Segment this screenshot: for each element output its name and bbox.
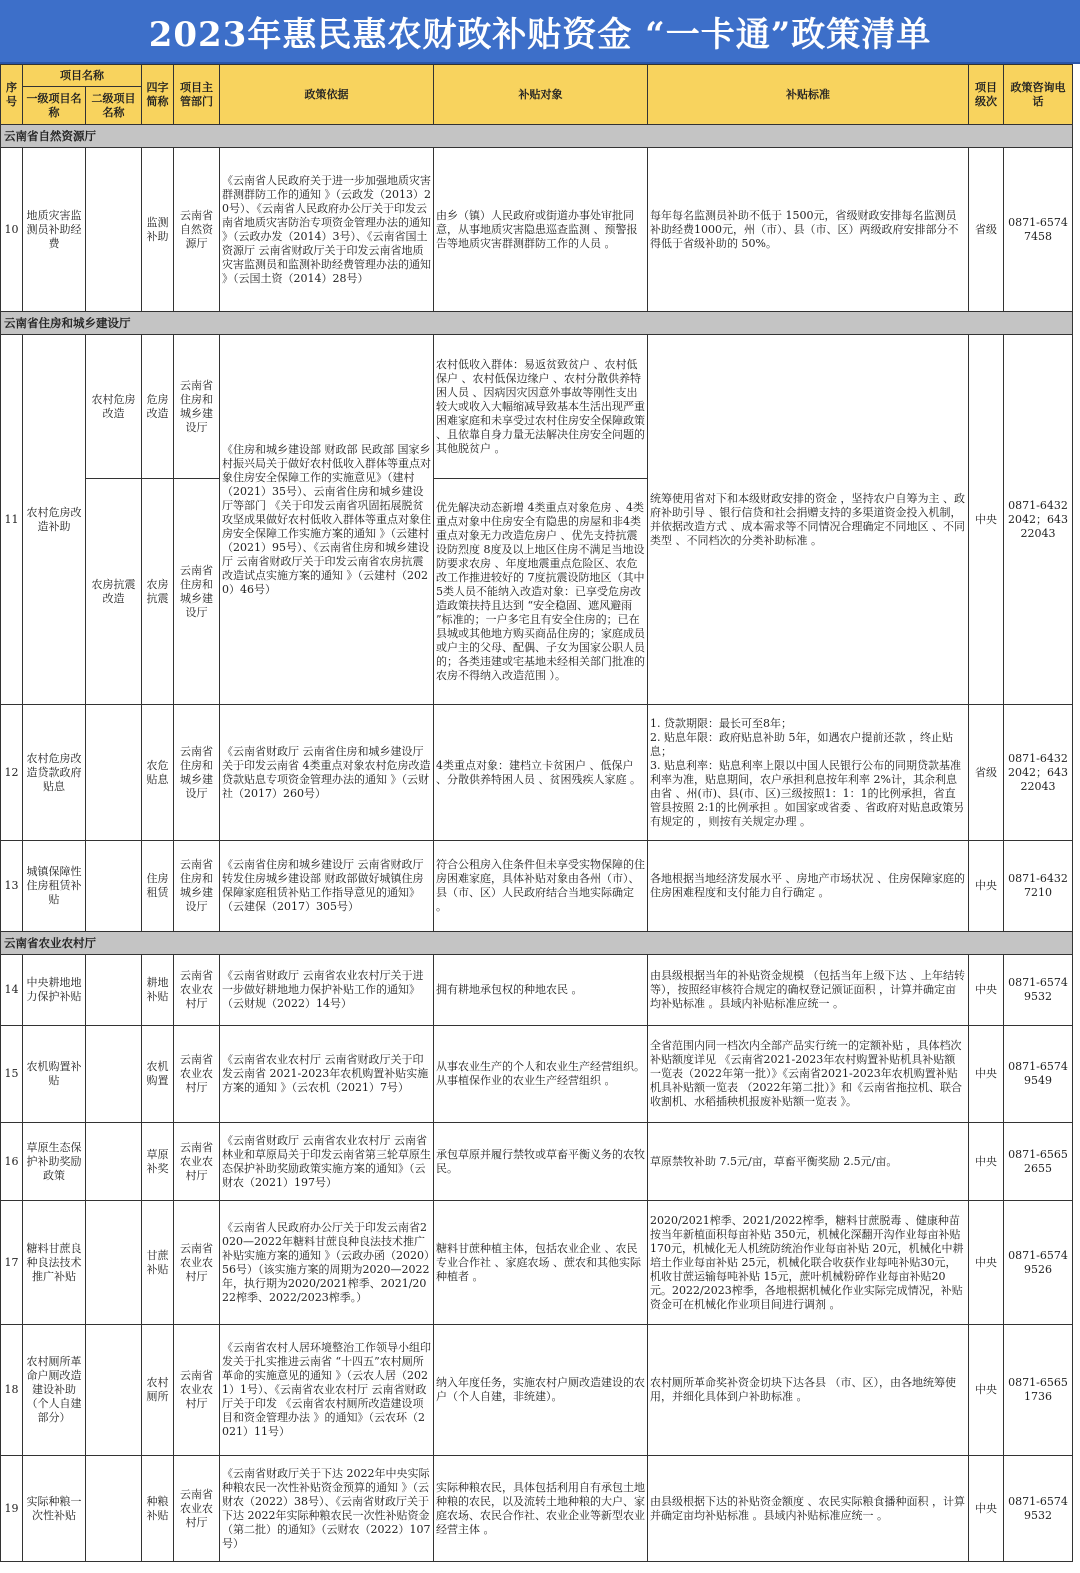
level2-name <box>86 1201 142 1325</box>
department: 云南省自然资源厅 <box>174 148 220 312</box>
department: 云南省农业农村厅 <box>174 1123 220 1201</box>
abbreviation: 农村厕所 <box>142 1325 174 1456</box>
subsidy-standard <box>648 705 969 841</box>
subsidy-target: 由乡（镇）人民政府或街道办事处审批同意，从事地质灾害隐患巡查监测 、预警报告等地质灾害群测群防工作的人员 。 <box>434 148 648 312</box>
consult-phone: 0871-65749532 <box>1004 955 1073 1026</box>
section-row <box>1 932 1073 955</box>
header-level2: 二级项目名称 <box>86 87 142 125</box>
table-row <box>1 1123 1073 1201</box>
policy-basis: 《云南省财政厅关于下达 2022年中央实际种粮农民一次性补贴资金预算的通知 》（云财农（2022）38号）、《云南省财政厅关于下达 2022年实际种粮农民一次性补贴资金（第二批）的通知》（云财农（2022）107号） <box>220 1456 434 1562</box>
row-number: 15 <box>1 1026 23 1123</box>
row-number: 17 <box>1 1201 23 1325</box>
subsidy-target: 拥有耕地承包权的种地农民 。 <box>434 955 648 1026</box>
level1-name: 农村厕所革命户厕改造建设补助（个人自建部分） <box>23 1325 86 1456</box>
section-row <box>1 125 1073 148</box>
header-level: 项目级次 <box>969 65 1004 125</box>
level1-name: 城镇保障性住房租赁补贴 <box>23 841 86 932</box>
row-number: 19 <box>1 1456 23 1562</box>
table-header <box>1 65 1073 125</box>
level2-name <box>86 705 142 841</box>
level2-name <box>86 841 142 932</box>
abbreviation: 甘蔗补贴 <box>142 1201 174 1325</box>
consult-phone: 0871-64327210 <box>1004 841 1073 932</box>
level2-name <box>86 955 142 1026</box>
policy-basis: 《云南省财政厅 云南省农业农村厅关于进一步做好耕地地力保护补贴工作的通知》（云财规（2022）14号） <box>220 955 434 1026</box>
project-level: 中央 <box>969 955 1004 1026</box>
policy-basis: 《云南省财政厅 云南省住房和城乡建设厅关于印发云南省 4类重点对象农村危房改造贷款贴息专项资金管理办法的通知 》（云财社（2017）260号） <box>220 705 434 841</box>
table-row <box>1 335 1073 479</box>
project-level: 中央 <box>969 335 1004 705</box>
subsidy-standard: 草原禁牧补助 7.5元/亩，草畜平衡奖励 2.5元/亩。 <box>648 1123 969 1201</box>
abbreviation: 耕地补贴 <box>142 955 174 1026</box>
project-level: 中央 <box>969 1325 1004 1456</box>
abbreviation: 种粮补贴 <box>142 1456 174 1562</box>
subsidy-standard: 各地根据当地经济发展水平 、房地产市场状况 、住房保障家庭的住房困难程度和支付能力自行确定 。 <box>648 841 969 932</box>
project-level: 中央 <box>969 1201 1004 1325</box>
level1-name: 农村危房改造补助 <box>23 335 86 705</box>
consult-phone: 0871-65747458 <box>1004 148 1073 312</box>
subsidy-standard: 统筹使用省对下和本级财政安排的资金 ，坚持农户自筹为主 、政府补助引导 、银行信贷和社会捐赠支持的多渠道资金投入机制，并依据改造方式 、成本需求等不同情况合理确定不同地区 、不同类型 、不同档次的分类补助标准 。 <box>648 335 969 705</box>
level1-name: 中央耕地地力保护补贴 <box>23 955 86 1026</box>
policy-basis: 《云南省农村人居环境整治工作领导小组印发关于扎实推进云南省 “十四五”农村厕所革命的实施意见的通知 》（云农人居（2021）1号）、《云南省农业农村厅 云南省财政厅关于印发 《云南省农村厕所改造建设项目和资金管理办法 》的通知》（云农环（2021）11号） <box>220 1325 434 1456</box>
consult-phone: 0871-65652655 <box>1004 1123 1073 1201</box>
subsidy-target: 承包草原并履行禁牧或草畜平衡义务的农牧民。 <box>434 1123 648 1201</box>
abbreviation: 农房抗震 <box>142 479 174 705</box>
subsidy-target: 4类重点对象：建档立卡贫困户 、低保户 、分散供养特困人员 、贫困残疾人家庭 。 <box>434 705 648 841</box>
level2-name <box>86 1026 142 1123</box>
subsidy-standard: 全省范围内同一档次内全部产品实行统一的定额补贴 ，具体档次补贴额度详见 《云南省2021-2023年农村购置补贴机具补贴额一览表（2022年第一批）》《云南省2021-2023年农机购置补贴机具补贴额一览表 （2022年第二批）》和《云南省拖拉机、联合收割机、水稻插秧机报废补贴额一览表 》。 <box>648 1026 969 1123</box>
department: 云南省农业农村厅 <box>174 1026 220 1123</box>
table-row <box>1 1026 1073 1123</box>
table-row <box>1 1201 1073 1325</box>
abbreviation: 草原补奖 <box>142 1123 174 1201</box>
standard-line: 3. 贴息利率：贴息利率上限以中国人民银行公布的同期贷款基准利率为准，贴息期间，农户承担利息按年利率 2%计，其余利息由省 、州(市)、县(市、区)三级按照1：1：1的比例承担，省直管县按照 2:1的比例承担 。如国家或省委 、省政府对贴息政策另有规定的 ，则按有关规定办理 。 <box>650 758 965 828</box>
subsidy-target: 优先解决动态新增 4类重点对象危房 、4类重点对象中住房安全有隐患的房屋和非4类重点对象无力改造危房户 、优先支持抗震设防烈度 8度及以上地区住房不满足当地设防要求农房 、年度地震重点危险区、农危改工作推进较好的 7度抗震设防地区（其中5类人员不能纳入改造对象：已享受危房改造政策扶持且达到 “安全稳固、遮风避雨 ”标准的；一户多宅且有安全住房的；已在县城或其他地方购买商品住房的；家庭成员或户主的父母、配偶、子女为国家公职人员的；各类违建或宅基地未经相关部门批准的农房不得纳入改造范围 ）。 <box>434 479 648 705</box>
row-number: 12 <box>1 705 23 841</box>
policy-basis: 《云南省农业农村厅 云南省财政厅关于印发云南省 2021-2023年农机购置补贴实施方案的通知 》（云农机（2021）7号） <box>220 1026 434 1123</box>
section-title: 云南省自然资源厅 <box>1 125 1073 148</box>
abbreviation: 农机购置 <box>142 1026 174 1123</box>
subsidy-standard: 2020/2021榨季、2021/2022榨季，糖料甘蔗脱毒 、健康种苗按当年新植面积每亩补贴 350元，机械化深翻开沟作业每亩补贴170元，机械化无人机统防统治作业每亩补贴 20元，机械化中耕培土作业每亩补贴 25元，机械化联合收获作业每吨补贴30元，机收甘蔗运输每吨补贴 15元，蔗叶机械粉碎作业每亩补贴20元。2022/2023榨季，各地根据机械化作业实际完成情况，补贴资金可在机械化作业项目间进行调剂 。 <box>648 1201 969 1325</box>
table-row <box>1 955 1073 1026</box>
subsidy-target: 符合公租房入住条件但未享受实物保障的住房困难家庭，具体补贴对象由各州（市）、县（市、区）人民政府结合当地实际确定 。 <box>434 841 648 932</box>
header-no: 序号 <box>1 65 23 125</box>
standard-line: 1. 贷款期限：最长可至8年； <box>650 716 792 730</box>
consult-phone: 0871-65651736 <box>1004 1325 1073 1456</box>
level1-name: 农村危房改造贷款政府贴息 <box>23 705 86 841</box>
policy-basis: 《住房和城乡建设部 财政部 民政部 国家乡村振兴局关于做好农村低收入群体等重点对象住房安全保障工作的实施意见》（建村（2021）35号）、云南省住房和城乡建设厅等部门 《关于印发云南省巩固拓展脱贫攻坚成果做好农村低收入群体等重点对象住房安全保障工作实施方案的通知 》（云建村（2021）95号）、《云南省住房和城乡建设厅 云南省财政厅关于印发云南省农房抗震改造试点实施方案的通知 》（云建村（2020）46号） <box>220 335 434 705</box>
header-target: 补贴对象 <box>434 65 648 125</box>
page-title: 2023年惠民惠农财政补贴资金 “一卡通”政策清单 <box>0 0 1080 64</box>
header-phone: 政策咨询电话 <box>1004 65 1073 125</box>
level1-name: 地质灾害监测员补助经费 <box>23 148 86 312</box>
level2-name <box>86 1325 142 1456</box>
subsidy-standard: 由县级根据下达的补贴资金额度 、农民实际粮食播种面积 ，计算并确定亩均补贴标准 。县域内补贴标准应统一 。 <box>648 1456 969 1562</box>
subsidy-target: 糖料甘蔗种植主体，包括农业企业 、农民专业合作社 、家庭农场 、蔗农和其他实际种植者 。 <box>434 1201 648 1325</box>
subsidy-standard: 由县级根据当年的补贴资金规模 （包括当年上级下达 、上年结转等），按照经审核符合规定的确权登记颁证面积 ，计算并确定亩均补贴标准 。县域内补贴标准应统一 。 <box>648 955 969 1026</box>
row-number: 14 <box>1 955 23 1026</box>
consult-phone: 0871-65749549 <box>1004 1026 1073 1123</box>
department: 云南省农业农村厅 <box>174 955 220 1026</box>
project-level: 中央 <box>969 841 1004 932</box>
department: 云南省农业农村厅 <box>174 1456 220 1562</box>
department: 云南省住房和城乡建设厅 <box>174 705 220 841</box>
subsidy-target: 农村低收入群体：易返贫致贫户 、农村低保户 、农村低保边缘户 、农村分散供养特困人员 、因病因灾因意外事故等刚性支出较大或收入大幅缩减导致基本生活出现严重困难家庭和未享受过农村住房安全保障政策 、且依靠自身力量无法解决住房安全问题的其他脱贫户 。 <box>434 335 648 479</box>
header-dept: 项目主管部门 <box>174 65 220 125</box>
policy-table <box>0 64 1073 1562</box>
abbreviation: 农危贴息 <box>142 705 174 841</box>
consult-phone: 0871-65749526 <box>1004 1201 1073 1325</box>
department: 云南省住房和城乡建设厅 <box>174 335 220 479</box>
header-standard: 补贴标准 <box>648 65 969 125</box>
subsidy-standard: 每年每名监测员补助不低于 1500元，省级财政安排每名监测员补助经费1000元，州（市）、县（市、区）两级政府安排部分不得低于省级补助的 50%。 <box>648 148 969 312</box>
standard-line: 2. 贴息年限：政府贴息补助 5年，如遇农户提前还款 ，终止贴息； <box>650 730 953 758</box>
header-abbr: 四字简称 <box>142 65 174 125</box>
level2-name <box>86 148 142 312</box>
table-row <box>1 1456 1073 1562</box>
project-level: 省级 <box>969 148 1004 312</box>
section-title: 云南省住房和城乡建设厅 <box>1 312 1073 335</box>
row-number: 10 <box>1 148 23 312</box>
level1-name: 农机购置补贴 <box>23 1026 86 1123</box>
department: 云南省农业农村厅 <box>174 1325 220 1456</box>
department: 云南省住房和城乡建设厅 <box>174 841 220 932</box>
project-level: 中央 <box>969 1456 1004 1562</box>
policy-basis: 《云南省人民政府办公厅关于印发云南省2020—2022年糖料甘蔗良种良法技术推广补贴实施方案的通知 》（云政办函（2020）56号）（该实施方案的周期为2020—2022年，执行期为2020/2021榨季、2021/2022榨季、2022/2023榨季。） <box>220 1201 434 1325</box>
header-basis: 政策依据 <box>220 65 434 125</box>
level2-name <box>86 1123 142 1201</box>
level2-name: 农房抗震改造 <box>86 479 142 705</box>
policy-basis: 《云南省财政厅 云南省农业农村厅 云南省林业和草原局关于印发云南省第三轮草原生态保护补助奖励政策实施方案的通知》（云财农（2021）197号） <box>220 1123 434 1201</box>
table-row <box>1 705 1073 841</box>
section-row <box>1 312 1073 335</box>
abbreviation: 危房改造 <box>142 335 174 479</box>
policy-basis: 《云南省住房和城乡建设厅 云南省财政厅转发住房城乡建设部 财政部做好城镇住房保障家庭租赁补贴工作指导意见的通知》（云建保（2017）305号） <box>220 841 434 932</box>
row-number: 13 <box>1 841 23 932</box>
level2-name: 农村危房改造 <box>86 335 142 479</box>
section-title: 云南省农业农村厅 <box>1 932 1073 955</box>
table-row <box>1 841 1073 932</box>
table-body <box>1 125 1073 1562</box>
row-number: 16 <box>1 1123 23 1201</box>
project-level: 省级 <box>969 705 1004 841</box>
row-number: 11 <box>1 335 23 705</box>
level1-name: 糖料甘蔗良种良法技术推广补贴 <box>23 1201 86 1325</box>
department: 云南省住房和城乡建设厅 <box>174 479 220 705</box>
table-row <box>1 148 1073 312</box>
table-row <box>1 1325 1073 1456</box>
project-level: 中央 <box>969 1123 1004 1201</box>
abbreviation: 监测补助 <box>142 148 174 312</box>
subsidy-standard: 农村厕所革命奖补资金切块下达各县 （市、区），由各地统筹使用，并细化具体到户补助标准 。 <box>648 1325 969 1456</box>
subsidy-target: 从事农业生产的个人和农业生产经营组织。从事植保作业的农业生产经营组织 。 <box>434 1026 648 1123</box>
subsidy-target: 实际种粮农民，具体包括利用自有承包土地种粮的农民，以及流转土地种粮的大户、家庭农场、农民合作社、农业企业等新型农业经营主体 。 <box>434 1456 648 1562</box>
level1-name: 实际种粮一次性补贴 <box>23 1456 86 1562</box>
level1-name: 草原生态保护补助奖励政策 <box>23 1123 86 1201</box>
header-project-name: 项目名称 <box>23 65 142 87</box>
header-level1: 一级项目名称 <box>23 87 86 125</box>
consult-phone: 0871-64322042；64322043 <box>1004 705 1073 841</box>
level2-name <box>86 1456 142 1562</box>
abbreviation: 住房租赁 <box>142 841 174 932</box>
department: 云南省农业农村厅 <box>174 1201 220 1325</box>
subsidy-target: 纳入年度任务，实施农村户厕改造建设的农户（个人自建，非统建）。 <box>434 1325 648 1456</box>
consult-phone: 0871-65749532 <box>1004 1456 1073 1562</box>
policy-basis: 《云南省人民政府关于进一步加强地质灾害群测群防工作的通知 》（云政发（2013）20号）、《云南省人民政府办公厅关于印发云南省地质灾害防治专项资金管理办法的通知 》（云政办发（2014）3号）、《云南省国土资源厅 云南省财政厅关于印发云南省地质灾害监测员和监测补助经费管理办法的通知 》（云国土资（2014）28号） <box>220 148 434 312</box>
consult-phone: 0871-64322042；64322043 <box>1004 335 1073 705</box>
project-level: 中央 <box>969 1026 1004 1123</box>
row-number: 18 <box>1 1325 23 1456</box>
